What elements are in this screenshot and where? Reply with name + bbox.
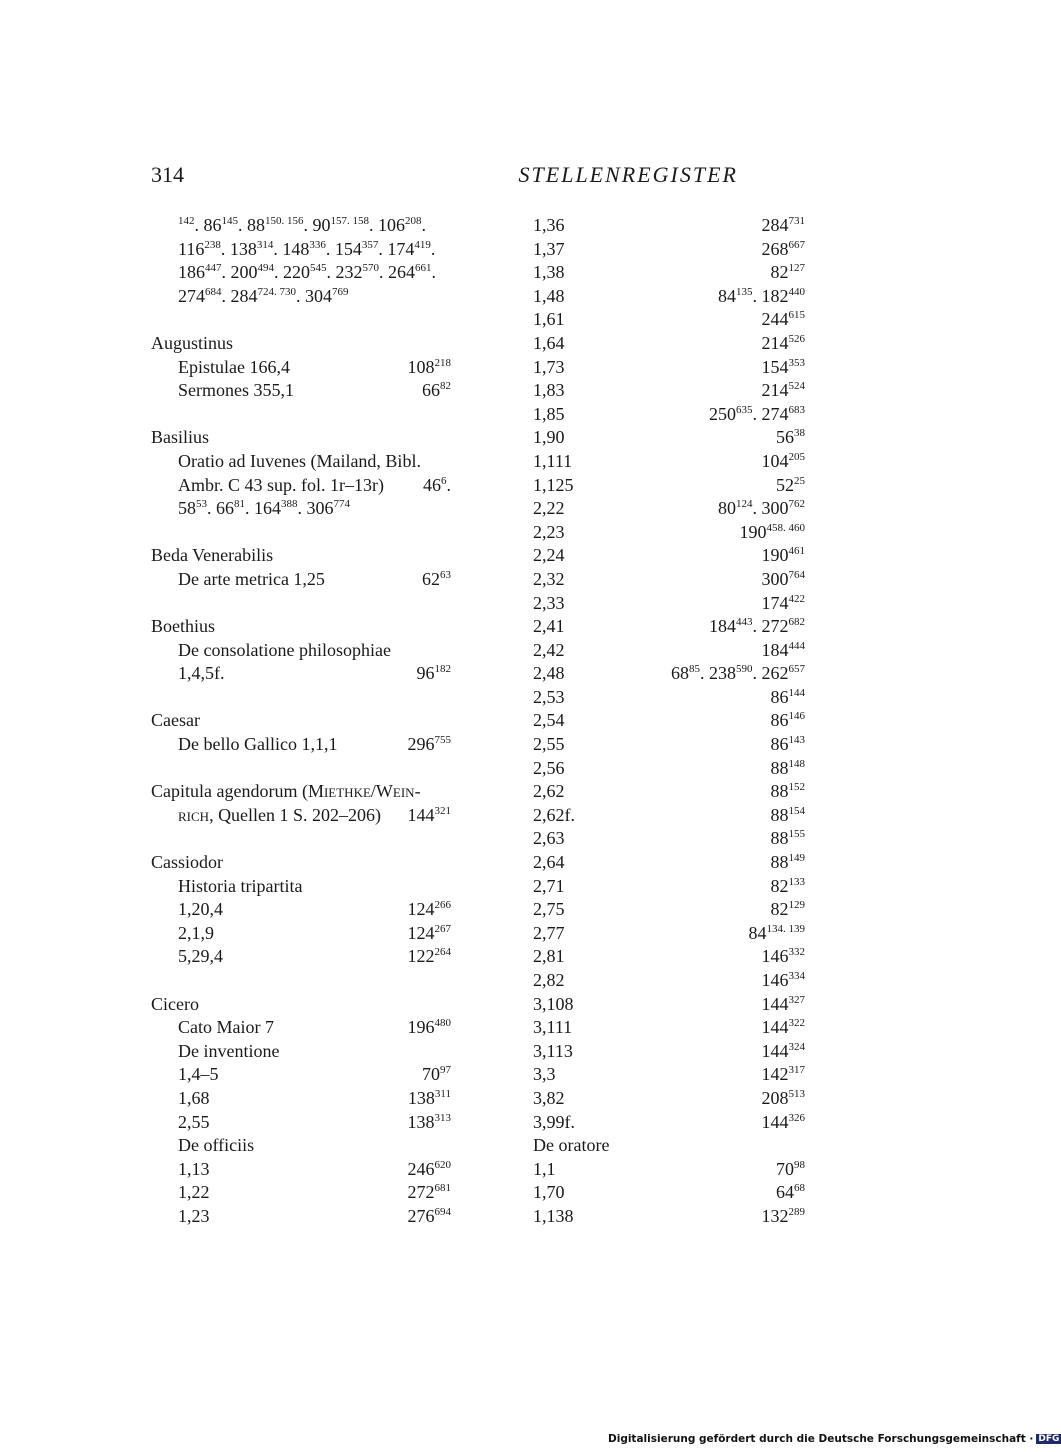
index-entry <box>533 1087 805 1111</box>
index-entry <box>533 238 805 262</box>
entry-label: Oratio ad Iuvenes (Mailand, Bibl. <box>178 450 421 471</box>
index-entry <box>533 332 805 356</box>
page-reference: $138^{313}$ <box>407 1111 451 1132</box>
page-reference: $214^{524}$ <box>761 380 805 401</box>
entry-label: 2,62f. <box>533 804 575 825</box>
index-entry <box>151 1016 451 1040</box>
index-entry <box>151 285 451 309</box>
page-reference: $300^{764}$ <box>761 568 805 589</box>
entry-label: 2,75 <box>533 899 565 920</box>
index-entry <box>533 568 805 592</box>
page-reference: $246^{620}$ <box>407 1158 451 1179</box>
page-reference: $144^{321}$ <box>407 804 451 825</box>
page-reference: $86^{144}$ <box>770 686 805 707</box>
entry-label: 2,56 <box>533 757 565 778</box>
index-entry <box>151 238 451 262</box>
index-entry <box>533 1181 805 1205</box>
digitization-footer <box>608 1433 1061 1445</box>
entry-label: rich, Quellen 1 S. 202–206) <box>178 804 382 825</box>
index-entry <box>151 426 451 450</box>
index-entry <box>151 497 451 521</box>
page-reference: $190^{461}$ <box>761 545 805 566</box>
entry-label: 1,13 <box>178 1158 210 1179</box>
entry-label: Ambr. C 43 sup. fol. 1r–13r) <box>178 474 384 495</box>
entry-label: 2,32 <box>533 568 565 589</box>
index-entry <box>533 403 805 427</box>
index-column-right <box>533 214 805 1229</box>
entry-label: 2,53 <box>533 686 565 707</box>
entry-label: Sermones 355,1 <box>178 380 294 401</box>
entry-label: De consolatione philosophiae <box>178 639 391 660</box>
entry-label: 2,62 <box>533 781 565 802</box>
entry-label: 5,29,4 <box>178 946 223 967</box>
page-reference: $96^{182}$ <box>416 663 451 684</box>
index-entry <box>533 615 805 639</box>
page-reference: $88^{149}$ <box>770 852 805 873</box>
index-entry <box>151 615 451 639</box>
entry-label: 1,4–5 <box>178 1064 219 1085</box>
page-reference: $82^{129}$ <box>770 899 805 920</box>
index-gap <box>151 827 451 851</box>
index-entry <box>533 639 805 663</box>
dfg-logo: DFG <box>1038 1434 1060 1444</box>
index-entry <box>533 969 805 993</box>
index-column-left <box>151 214 451 1229</box>
entry-label: Caesar <box>151 710 200 731</box>
page-reference: $122^{264}$ <box>407 946 451 967</box>
entry-label: 2,42 <box>533 639 565 660</box>
index-entry <box>533 497 805 521</box>
index-entry <box>151 1134 451 1158</box>
index-entry <box>151 332 451 356</box>
index-entry <box>151 804 451 828</box>
index-entry <box>151 662 451 686</box>
entry-label: 1,20,4 <box>178 899 223 920</box>
page-reference: $296^{755}$ <box>407 734 451 755</box>
page-reference: $82^{127}$ <box>770 262 805 283</box>
index-entry <box>151 544 451 568</box>
page-reference: $142^{317}$ <box>761 1064 805 1085</box>
entry-label: 2,55 <box>533 734 565 755</box>
index-entry <box>533 922 805 946</box>
entry-label: Beda Venerabilis <box>151 545 274 566</box>
entry-label: 2,77 <box>533 922 565 943</box>
entry-label: 1,36 <box>533 215 565 235</box>
index-entry <box>151 1111 451 1135</box>
page-reference: $268^{667}$ <box>761 238 805 259</box>
page-reference: $144^{327}$ <box>761 993 805 1014</box>
page-reference: $68^{85}$. $238^{590}$. $262^{657}$ <box>671 663 805 684</box>
entry-label: 1,111 <box>533 450 573 471</box>
index-entry <box>533 214 805 238</box>
entry-label: 3,3 <box>533 1064 556 1085</box>
index-entry <box>533 592 805 616</box>
entry-label: 1,125 <box>533 474 574 495</box>
page-reference: $70^{97}$ <box>422 1064 451 1085</box>
entry-label: 2,48 <box>533 663 565 684</box>
index-entry <box>533 993 805 1017</box>
index-entry <box>533 686 805 710</box>
page-reference: $64^{68}$ <box>776 1182 805 1203</box>
entry-label: Boethius <box>151 616 216 637</box>
page-reference: $46^6$. <box>423 474 451 495</box>
entry-label: De bello Gallico 1,1,1 <box>178 734 338 755</box>
index-entry <box>533 1205 805 1229</box>
entry-label: $58^{53}$. $66^{81}$. $164^{388}$. $306^{774}$ <box>178 498 350 519</box>
entry-label: Historia tripartita <box>178 875 303 896</box>
index-entry <box>151 214 451 238</box>
index-entry <box>151 733 451 757</box>
entry-label: 2,82 <box>533 970 565 990</box>
entry-label: 2,64 <box>533 852 565 873</box>
page-reference: $146^{332}$ <box>761 946 805 967</box>
footer-text: Digitalisierung gefördert durch die Deutsche Forschungsgemeinschaft · <box>608 1433 1034 1445</box>
page-reference: $184^{444}$ <box>761 639 805 660</box>
entry-label: 1,90 <box>533 427 565 448</box>
index-gap <box>151 757 451 781</box>
index-entry <box>151 261 451 285</box>
index-entry <box>533 474 805 498</box>
page-reference: $84^{135}$. $182^{440}$ <box>718 285 805 306</box>
entry-label: 3,111 <box>533 1017 573 1038</box>
entry-label: 1,37 <box>533 238 565 259</box>
index-entry <box>533 709 805 733</box>
entry-label: 1,1 <box>533 1158 556 1179</box>
index-entry <box>533 1040 805 1064</box>
index-entry <box>151 1063 451 1087</box>
entry-label: 1,4,5f. <box>178 663 225 684</box>
entry-label: 1,85 <box>533 403 565 424</box>
index-entry <box>533 426 805 450</box>
index-gap <box>151 686 451 710</box>
index-entry <box>151 379 451 403</box>
page-reference: $272^{681}$ <box>407 1182 451 1203</box>
page-reference: $146^{334}$ <box>761 970 805 990</box>
index-gap <box>151 521 451 545</box>
index-entry <box>533 1158 805 1182</box>
entry-label: 3,108 <box>533 993 574 1014</box>
page-reference: $208^{513}$ <box>761 1087 805 1108</box>
index-entry <box>533 757 805 781</box>
index-entry <box>151 851 451 875</box>
page-reference: $84^{134. 139}$ <box>748 922 805 943</box>
page-reference: $86^{143}$ <box>770 734 805 755</box>
index-entry <box>151 993 451 1017</box>
page-reference: $144^{326}$ <box>761 1111 805 1132</box>
entry-label: $116^{238}$. $138^{314}$. $148^{336}$. $154^{357}$. $174^{419}$. <box>178 238 436 259</box>
page-reference: $132^{289}$ <box>761 1205 805 1226</box>
index-entry <box>533 662 805 686</box>
page-reference: $88^{154}$ <box>770 804 805 825</box>
page-reference: $214^{526}$ <box>761 332 805 353</box>
index-entry <box>151 945 451 969</box>
page-reference: $284^{731}$ <box>761 215 805 235</box>
index-entry <box>533 804 805 828</box>
entry-label: 1,64 <box>533 332 565 353</box>
index-gap <box>151 592 451 616</box>
page-reference: $88^{155}$ <box>770 828 805 849</box>
entry-label: 1,138 <box>533 1205 574 1226</box>
page-reference: $82^{133}$ <box>770 875 805 896</box>
entry-label: De oratore <box>533 1135 610 1156</box>
entry-label: 1,83 <box>533 380 565 401</box>
entry-label: De officiis <box>178 1135 255 1156</box>
page-reference: $124^{267}$ <box>407 922 451 943</box>
index-entry <box>533 356 805 380</box>
entry-label: 2,23 <box>533 521 565 542</box>
page-reference: $196^{480}$ <box>407 1017 451 1038</box>
page-reference: $66^{82}$ <box>422 380 451 401</box>
index-entry <box>533 780 805 804</box>
entry-label: 3,82 <box>533 1087 565 1108</box>
index-entry <box>151 1158 451 1182</box>
index-entry <box>151 1040 451 1064</box>
index-entry <box>151 450 451 474</box>
index-entry <box>151 568 451 592</box>
index-entry <box>151 1181 451 1205</box>
index-entry <box>151 780 451 804</box>
entry-label: 1,22 <box>178 1182 210 1203</box>
page-reference: $86^{146}$ <box>770 710 805 731</box>
page-reference: $80^{124}$. $300^{762}$ <box>718 498 805 519</box>
index-entry <box>151 639 451 663</box>
index-entry <box>151 922 451 946</box>
entry-label: Cato Maior 7 <box>178 1017 274 1038</box>
index-entry <box>151 875 451 899</box>
entry-label: De arte metrica 1,25 <box>178 568 325 589</box>
page-reference: $184^{443}$. $272^{682}$ <box>709 616 805 637</box>
index-entry <box>151 1087 451 1111</box>
page-header <box>151 162 805 194</box>
index-entry <box>533 945 805 969</box>
index-entry <box>533 1111 805 1135</box>
entry-label: Augustinus <box>151 332 234 353</box>
page-reference: $276^{694}$ <box>407 1205 451 1226</box>
index-entry <box>533 450 805 474</box>
entry-label: 1,38 <box>533 262 565 283</box>
index-entry <box>533 285 805 309</box>
entry-label: 1,68 <box>178 1087 210 1108</box>
page-reference: $144^{324}$ <box>761 1040 805 1061</box>
index-entry <box>533 379 805 403</box>
index-entry <box>151 474 451 498</box>
page-reference: $52^{25}$ <box>776 474 805 495</box>
index-gap <box>151 308 451 332</box>
entry-label: 1,73 <box>533 356 565 377</box>
index-entry <box>533 827 805 851</box>
entry-label: 2,55 <box>178 1111 210 1132</box>
entry-label: 2,81 <box>533 946 565 967</box>
entry-label: De inventione <box>178 1040 280 1061</box>
index-entry <box>533 875 805 899</box>
index-entry <box>151 709 451 733</box>
page-reference: $70^{98}$ <box>776 1158 805 1179</box>
index-entry <box>151 356 451 380</box>
index-entry <box>533 851 805 875</box>
page-reference: $190^{458. 460}$ <box>739 521 805 542</box>
entry-label: 2,33 <box>533 592 565 613</box>
entry-label: $274^{684}$. $284^{724. 730}$. $304^{769}$ <box>178 285 349 306</box>
entry-label: 1,23 <box>178 1205 210 1226</box>
entry-label: $^{142}$. $86^{145}$. $88^{150. 156}$. $90^{157. 158}$. $106^{208}$. <box>178 215 426 235</box>
page-reference: $104^{205}$ <box>761 450 805 471</box>
page-reference: $144^{322}$ <box>761 1017 805 1038</box>
page-reference: $62^{63}$ <box>422 568 451 589</box>
running-title: STELLENREGISTER <box>518 162 738 187</box>
entry-label: Cicero <box>151 993 199 1014</box>
entry-label: 2,22 <box>533 498 565 519</box>
entry-label: 1,48 <box>533 285 565 306</box>
page-reference: $250^{635}$. $274^{683}$ <box>709 403 805 424</box>
page-reference: $154^{353}$ <box>761 356 805 377</box>
index-gap <box>151 403 451 427</box>
index-entry <box>533 261 805 285</box>
index-gap <box>151 969 451 993</box>
entry-label: 2,1,9 <box>178 922 214 943</box>
page-reference: $124^{266}$ <box>407 899 451 920</box>
entry-label: 3,99f. <box>533 1111 575 1132</box>
entry-label: 2,71 <box>533 875 565 896</box>
index-entry <box>533 733 805 757</box>
index-entry <box>533 898 805 922</box>
entry-label: 2,41 <box>533 616 565 637</box>
index-entry <box>533 521 805 545</box>
index-entry <box>533 544 805 568</box>
entry-label: Basilius <box>151 427 210 448</box>
entry-label: Cassiodor <box>151 852 223 873</box>
index-entry <box>151 1205 451 1229</box>
entry-label: 1,61 <box>533 309 565 330</box>
entry-label: 2,24 <box>533 545 565 566</box>
entry-label: 1,70 <box>533 1182 565 1203</box>
page-reference: $138^{311}$ <box>407 1087 451 1108</box>
page-number: 314 <box>151 162 184 187</box>
page-reference: $88^{148}$ <box>770 757 805 778</box>
page-reference: $108^{218}$ <box>407 356 451 377</box>
entry-label: Capitula agendorum (Miethke/Wein- <box>151 781 421 802</box>
page-reference: $56^{38}$ <box>776 427 805 448</box>
index-entry <box>533 1134 805 1158</box>
index-entry <box>533 308 805 332</box>
index-entry <box>533 1063 805 1087</box>
entry-label: Epistulae 166,4 <box>178 356 290 377</box>
page-reference: $88^{152}$ <box>770 781 805 802</box>
index-entry <box>533 1016 805 1040</box>
entry-label: $186^{447}$. $200^{494}$. $220^{545}$. $232^{570}$. $264^{661}$. <box>178 262 436 283</box>
entry-label: 2,63 <box>533 828 565 849</box>
entry-label: 2,54 <box>533 710 565 731</box>
entry-label: 3,113 <box>533 1040 573 1061</box>
page-reference: $244^{615}$ <box>761 309 805 330</box>
page-reference: $174^{422}$ <box>761 592 805 613</box>
index-entry <box>151 898 451 922</box>
